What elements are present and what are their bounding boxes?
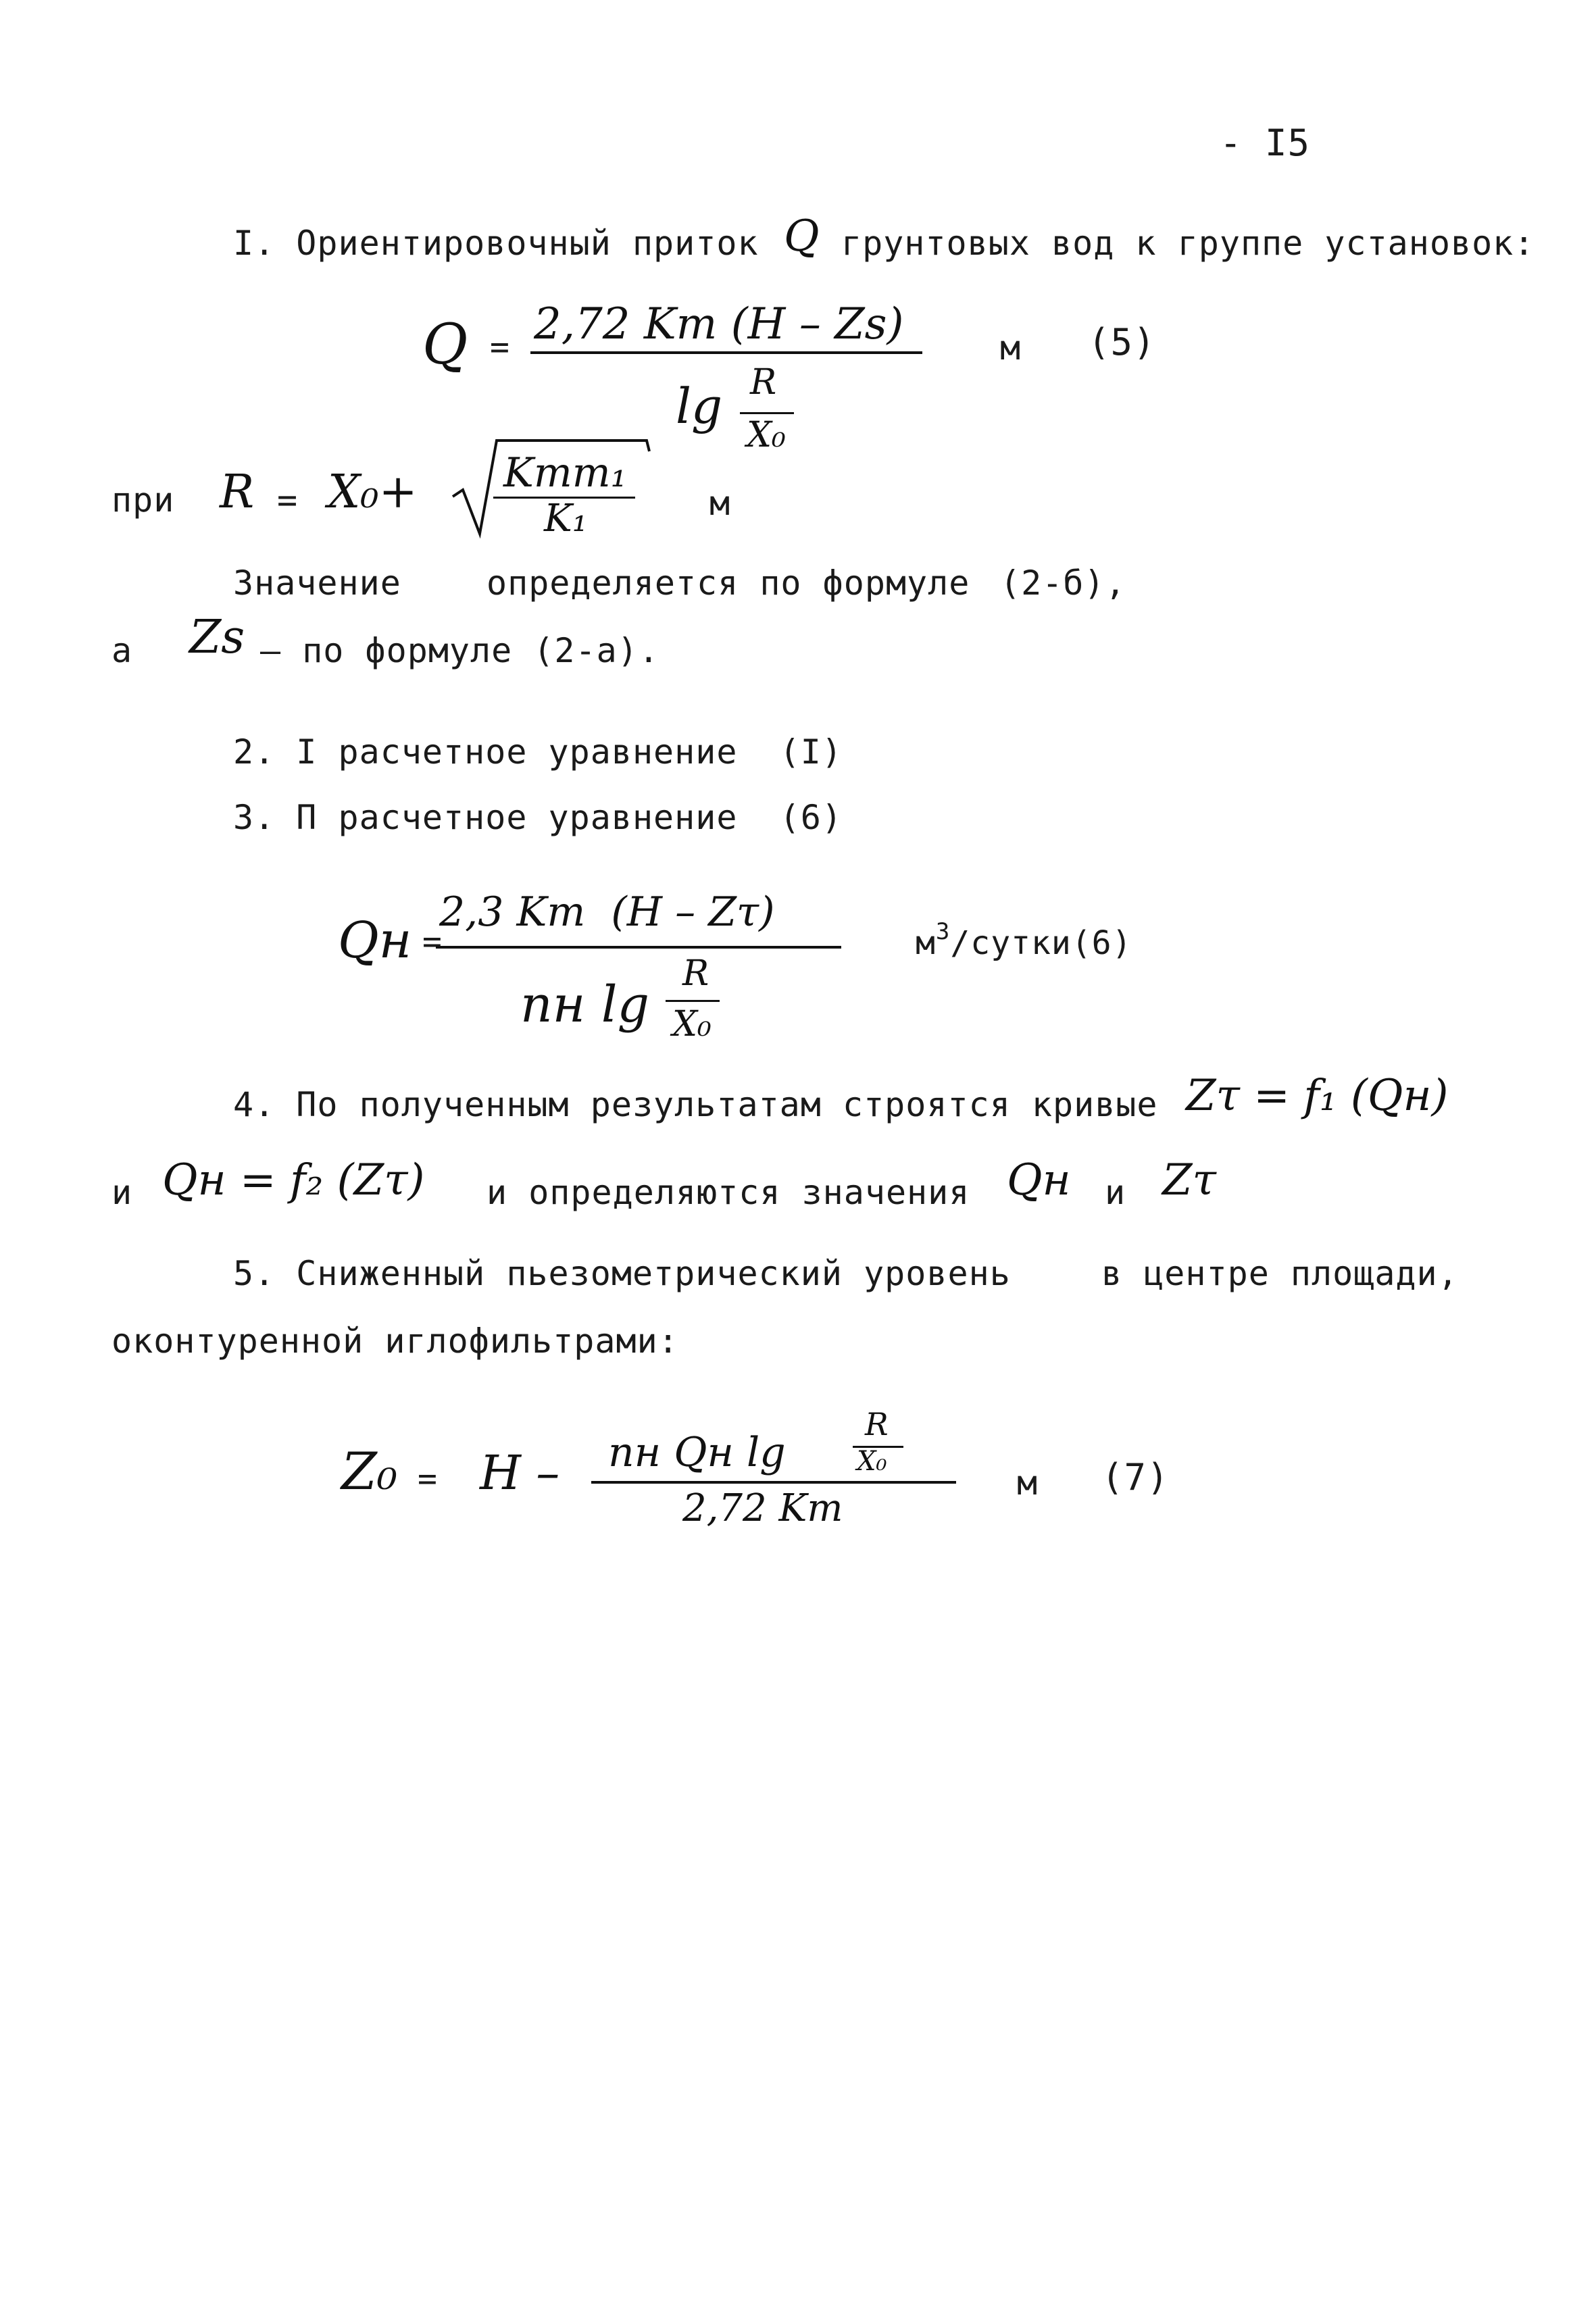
eq6-numerator: 2,3 Km (H – Zτ) [439,888,775,936]
znach-line1-b: определяется по формуле [487,563,970,603]
eq6-lhs: Qн [338,911,412,970]
eq5-numerator: 2,72 Km (H – Zs) [534,299,904,349]
znach-line2-var: Zs [189,611,245,664]
item5-text-a: 5. Сниженный пьезометрический уровень [233,1254,1011,1293]
item5-text-b: в центре площади, [1101,1254,1459,1293]
eq5-number: (5) [1088,321,1156,363]
eq5-fraction-bar [530,351,922,354]
eq6-den-x: X₀ [672,1004,712,1045]
item1-var-q: Q [784,211,820,261]
r-def-pri: при [111,480,175,520]
eq5-den-x: X₀ [747,415,786,455]
eq7-num-x: X₀ [857,1446,887,1477]
item4-line2-i: и [111,1173,133,1212]
eq7-denominator: 2,72 Km [682,1486,843,1530]
item4-text-a: 4. По полученным результатам строятся кривые [233,1085,1158,1124]
znach-line2-a: а [111,631,133,670]
item3: 3. П расчетное уравнение (6) [233,798,843,837]
r-def-eq: = [277,480,299,520]
item4-text-b: и определяются значения [487,1173,970,1212]
eq6-den-r: R [682,953,709,994]
eq6-eq: = [422,923,443,961]
eq7-unit: м [1017,1463,1039,1503]
eq7-eq: = [418,1460,438,1498]
item1-text-b: грунтовых вод к группе установок: [841,224,1535,263]
eq6-unit-tail: /сутки(6) [950,924,1132,962]
eq7-lhs: Z₀ [341,1441,398,1501]
r-def-lhs: R [220,466,255,519]
item4-f2: Qн = f₂ (Zτ) [162,1155,425,1205]
znach-line1-a: Значение [233,563,401,603]
item1-text-a: I. Ориентировочный приток [233,224,759,263]
eq6-den-n: nн lg [520,976,649,1034]
item4-f1: Zτ = f₁ (Qн) [1186,1071,1449,1121]
eq5-lhs: Q [422,313,468,377]
eq6-unit-sup: 3 [935,918,951,945]
eq7-num-r: R [865,1406,889,1442]
item5-text-c: оконтуренной иглофильтрами: [111,1322,679,1361]
item4-v2: Zτ [1162,1155,1216,1205]
eq7-numerator: nн Qн lg [608,1429,786,1476]
eq5-den-lg: lg [676,378,723,434]
r-def-x0: X₀+ [328,466,418,519]
eq7-h-minus: H – [480,1445,560,1501]
item4-and: и [1105,1173,1126,1212]
eq7-number: (7) [1101,1456,1170,1499]
r-def-rad-num: Kmm₁ [503,449,627,497]
eq6-den-bar [666,1000,720,1002]
eq5-eq: = [490,328,510,366]
page-number: - I5 [1220,122,1311,164]
eq5-unit: м [1000,328,1022,368]
eq6-unit [916,918,1132,962]
znach-line1-ref: (2-б), [1000,563,1126,603]
eq5-den-r: R [750,362,777,403]
eq7-fraction-bar [591,1481,956,1484]
znach-line2-b: – по формуле (2-а). [260,631,659,670]
r-def-rad-den: K₁ [544,497,588,540]
eq6-fraction-bar [436,946,841,949]
eq6-unit-base: м [916,924,936,962]
eq5-den-bar [740,412,794,414]
item2: 2. I расчетное уравнение (I) [233,732,843,772]
r-def-unit: м [709,484,731,523]
item4-v1: Qн [1007,1155,1071,1205]
